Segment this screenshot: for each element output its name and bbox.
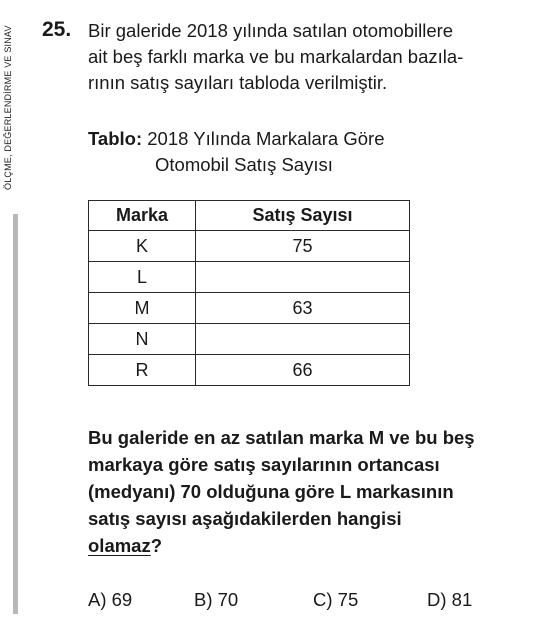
- caption-label: Tablo:: [88, 128, 143, 149]
- sales-cell: 75: [196, 231, 410, 262]
- brand-cell: K: [89, 231, 196, 262]
- table-row: [89, 293, 410, 324]
- table-row: [89, 231, 410, 262]
- stem-line: rının satış sayıları tabloda verilmiştir.: [88, 72, 388, 93]
- stem-line: ait beş farklı marka ve bu markalardan bazıla-: [88, 46, 464, 67]
- sales-cell: 63: [196, 293, 410, 324]
- column-header-brand: Marka: [89, 201, 196, 231]
- sales-table: [88, 200, 410, 386]
- sales-cell: [196, 324, 410, 355]
- question-stem: [88, 18, 528, 96]
- choice-d[interactable]: D) 81: [427, 589, 473, 610]
- question-prompt: [88, 424, 528, 559]
- choice-a[interactable]: A) 69: [88, 589, 133, 610]
- prompt-line: [88, 532, 528, 559]
- brand-cell: N: [89, 324, 196, 355]
- table-caption: [88, 126, 384, 178]
- choice-c[interactable]: C) 75: [313, 589, 359, 610]
- brand-cell: L: [89, 262, 196, 293]
- brand-cell: M: [89, 293, 196, 324]
- question-number: 25.: [42, 18, 72, 41]
- choice-b[interactable]: B) 70: [194, 589, 239, 610]
- sales-cell: 66: [196, 355, 410, 386]
- prompt-line: markaya göre satış sayılarının ortancası: [88, 454, 440, 475]
- prompt-suffix: ?: [150, 535, 163, 556]
- brand-cell: R: [89, 355, 196, 386]
- stem-line: Bir galeride 2018 yılında satılan otomobillere: [88, 20, 454, 41]
- negation-keyword: olamaz: [88, 535, 151, 556]
- prompt-line: Bu galeride en az satılan marka M ve bu beş: [88, 427, 475, 448]
- caption-title: 2018 Yılında Markalara Göre: [147, 128, 385, 149]
- sidebar-label: ÖLÇME, DEĞERLENDİRME VE SINAV: [3, 25, 13, 190]
- sales-cell: [196, 262, 410, 293]
- table-row: [89, 324, 410, 355]
- prompt-line: (medyanı) 70 olduğuna göre L markasının: [88, 481, 454, 502]
- caption-subtitle: Otomobil Satış Sayısı: [155, 154, 333, 175]
- prompt-line: satış sayısı aşağıdakilerden hangisi: [88, 508, 402, 529]
- column-header-sales: Satış Sayısı: [196, 201, 410, 231]
- table-header-row: [89, 201, 410, 231]
- table-row: [89, 262, 410, 293]
- sidebar-bar: [13, 214, 18, 614]
- table-row: [89, 355, 410, 386]
